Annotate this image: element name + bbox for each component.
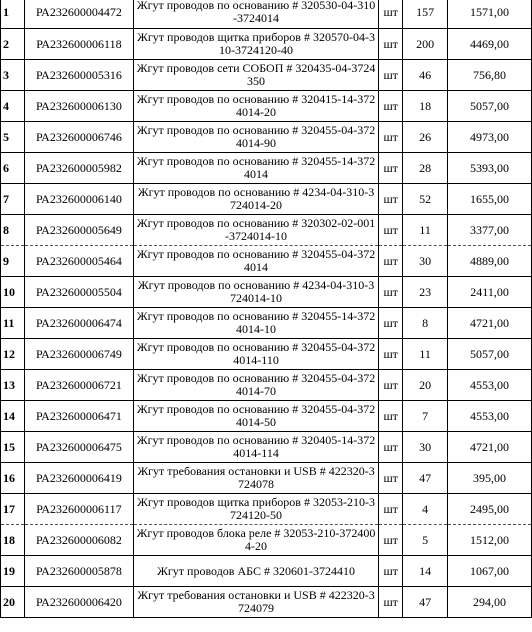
- item-code: РА232600006475: [24, 432, 133, 463]
- item-name: Жгут проводов по основанию # 4234-04-310-3724014-10: [133, 277, 378, 308]
- item-name: Жгут проводов по основанию # 320302-02-001-3724014-10: [133, 215, 378, 246]
- item-code: РА232600006471: [24, 401, 133, 432]
- item-quantity: 46: [403, 60, 448, 91]
- row-number: 10: [1, 277, 25, 308]
- item-name: Жгут проводов щитка приборов # 32053-210-3724120-50: [133, 494, 378, 525]
- item-code: РА232600006749: [24, 339, 133, 370]
- item-quantity: 200: [403, 29, 448, 60]
- row-number: 11: [1, 308, 25, 339]
- item-unit: шт: [379, 370, 403, 401]
- item-name: Жгут проводов по основанию # 320405-14-3724014-114: [133, 432, 378, 463]
- item-code: РА232600004472: [24, 0, 133, 29]
- table-row: [1, 91, 532, 122]
- row-number: 16: [1, 463, 25, 494]
- item-name: Жгут проводов по основанию # 320455-14-3724014-10: [133, 308, 378, 339]
- item-unit: шт: [379, 0, 403, 29]
- table-row: [1, 587, 532, 618]
- item-name: Жгут проводов по основанию # 4234-04-310-3724014-20: [133, 184, 378, 215]
- item-price: 294,00: [448, 587, 532, 618]
- table-row: [1, 339, 532, 370]
- table-row: [1, 153, 532, 184]
- item-code: РА232600005464: [24, 246, 133, 277]
- item-price: 2411,00: [448, 277, 532, 308]
- table-row: [1, 184, 532, 215]
- item-unit: шт: [379, 153, 403, 184]
- item-price: 4469,00: [448, 29, 532, 60]
- item-name: Жгут проводов по основанию # 320455-04-3724014-50: [133, 401, 378, 432]
- row-number: 14: [1, 401, 25, 432]
- item-quantity: 5: [403, 525, 448, 556]
- table-row: [1, 308, 532, 339]
- item-unit: шт: [379, 525, 403, 556]
- item-name: Жгут проводов по основанию # 320455-14-3724014: [133, 153, 378, 184]
- table-row: [1, 370, 532, 401]
- item-price: 395,00: [448, 463, 532, 494]
- item-quantity: 11: [403, 215, 448, 246]
- item-code: РА232600006420: [24, 587, 133, 618]
- table-row: [1, 463, 532, 494]
- item-unit: шт: [379, 277, 403, 308]
- item-unit: шт: [379, 122, 403, 153]
- table-row: [1, 525, 532, 556]
- row-number: 7: [1, 184, 25, 215]
- item-quantity: 52: [403, 184, 448, 215]
- item-code: РА232600006140: [24, 184, 133, 215]
- row-number: 8: [1, 215, 25, 246]
- item-quantity: 23: [403, 277, 448, 308]
- item-price: 4721,00: [448, 432, 532, 463]
- item-unit: шт: [379, 91, 403, 122]
- table-row: [1, 277, 532, 308]
- item-name: Жгут требования остановки и USB # 422320-3724079: [133, 587, 378, 618]
- table-row: [1, 122, 532, 153]
- item-code: РА232600005504: [24, 277, 133, 308]
- parts-table-body: [1, 0, 532, 618]
- item-unit: шт: [379, 401, 403, 432]
- table-row: [1, 246, 532, 277]
- item-price: 1512,00: [448, 525, 532, 556]
- row-number: 6: [1, 153, 25, 184]
- item-quantity: 47: [403, 587, 448, 618]
- item-name: Жгут проводов сети СОБОП # 320435-04-3724350: [133, 60, 378, 91]
- item-quantity: 30: [403, 246, 448, 277]
- row-number: 13: [1, 370, 25, 401]
- item-price: 1571,00: [448, 0, 532, 29]
- row-number: 1: [1, 0, 25, 29]
- table-row: [1, 60, 532, 91]
- item-quantity: 4: [403, 494, 448, 525]
- item-code: РА232600006118: [24, 29, 133, 60]
- item-code: РА232600005316: [24, 60, 133, 91]
- item-price: 1655,00: [448, 184, 532, 215]
- item-unit: шт: [379, 215, 403, 246]
- item-name: Жгут проводов по основанию # 320455-04-3724014-90: [133, 122, 378, 153]
- table-row: [1, 556, 532, 587]
- item-price: 5393,00: [448, 153, 532, 184]
- item-unit: шт: [379, 308, 403, 339]
- item-quantity: 26: [403, 122, 448, 153]
- item-price: 4721,00: [448, 308, 532, 339]
- row-number: 3: [1, 60, 25, 91]
- item-price: 2495,00: [448, 494, 532, 525]
- row-number: 9: [1, 246, 25, 277]
- item-code: РА232600005982: [24, 153, 133, 184]
- table-row: [1, 494, 532, 525]
- item-name: Жгут проводов по основанию # 320530-04-310-3724014: [133, 0, 378, 29]
- item-price: 5057,00: [448, 91, 532, 122]
- table-row: [1, 432, 532, 463]
- item-name: Жгут проводов по основанию # 320455-04-3724014-70: [133, 370, 378, 401]
- item-unit: шт: [379, 432, 403, 463]
- item-name: Жгут требования остановки и USB # 422320-3724078: [133, 463, 378, 494]
- item-code: РА232600006117: [24, 494, 133, 525]
- item-unit: шт: [379, 556, 403, 587]
- row-number: 2: [1, 29, 25, 60]
- item-unit: шт: [379, 587, 403, 618]
- item-name: Жгут проводов щитка приборов # 320570-04-310-3724120-40: [133, 29, 378, 60]
- item-name: Жгут проводов АБС # 320601-3724410: [133, 556, 378, 587]
- item-price: 756,80: [448, 60, 532, 91]
- item-quantity: 18: [403, 91, 448, 122]
- item-code: РА232600006082: [24, 525, 133, 556]
- item-unit: шт: [379, 29, 403, 60]
- item-price: 5057,00: [448, 339, 532, 370]
- item-unit: шт: [379, 339, 403, 370]
- row-number: 4: [1, 91, 25, 122]
- item-code: РА232600006746: [24, 122, 133, 153]
- item-code: РА232600006721: [24, 370, 133, 401]
- table-row: [1, 215, 532, 246]
- table-row: [1, 29, 532, 60]
- item-quantity: 157: [403, 0, 448, 29]
- row-number: 17: [1, 494, 25, 525]
- item-code: РА232600006419: [24, 463, 133, 494]
- item-unit: шт: [379, 246, 403, 277]
- row-number: 5: [1, 122, 25, 153]
- row-number: 19: [1, 556, 25, 587]
- item-price: 4889,00: [448, 246, 532, 277]
- item-unit: шт: [379, 463, 403, 494]
- table-row: [1, 401, 532, 432]
- item-price: 3377,00: [448, 215, 532, 246]
- item-quantity: 30: [403, 432, 448, 463]
- item-quantity: 28: [403, 153, 448, 184]
- item-code: РА232600005649: [24, 215, 133, 246]
- row-number: 12: [1, 339, 25, 370]
- item-code: РА232600006474: [24, 308, 133, 339]
- item-quantity: 7: [403, 401, 448, 432]
- item-price: 4553,00: [448, 370, 532, 401]
- row-number: 20: [1, 587, 25, 618]
- row-number: 15: [1, 432, 25, 463]
- item-unit: шт: [379, 494, 403, 525]
- item-unit: шт: [379, 60, 403, 91]
- item-name: Жгут проводов по основанию # 320455-04-3724014-110: [133, 339, 378, 370]
- item-code: РА232600006130: [24, 91, 133, 122]
- item-quantity: 11: [403, 339, 448, 370]
- table-row: [1, 0, 532, 29]
- item-price: 4973,00: [448, 122, 532, 153]
- item-unit: шт: [379, 184, 403, 215]
- item-code: РА232600005878: [24, 556, 133, 587]
- item-quantity: 8: [403, 308, 448, 339]
- item-price: 1067,00: [448, 556, 532, 587]
- row-number: 18: [1, 525, 25, 556]
- item-name: Жгут проводов блока реле # 32053-210-3724004-20: [133, 525, 378, 556]
- item-quantity: 14: [403, 556, 448, 587]
- item-quantity: 20: [403, 370, 448, 401]
- item-name: Жгут проводов по основанию # 320455-04-3724014: [133, 246, 378, 277]
- item-name: Жгут проводов по основанию # 320415-14-3724014-20: [133, 91, 378, 122]
- item-quantity: 47: [403, 463, 448, 494]
- item-price: 4553,00: [448, 401, 532, 432]
